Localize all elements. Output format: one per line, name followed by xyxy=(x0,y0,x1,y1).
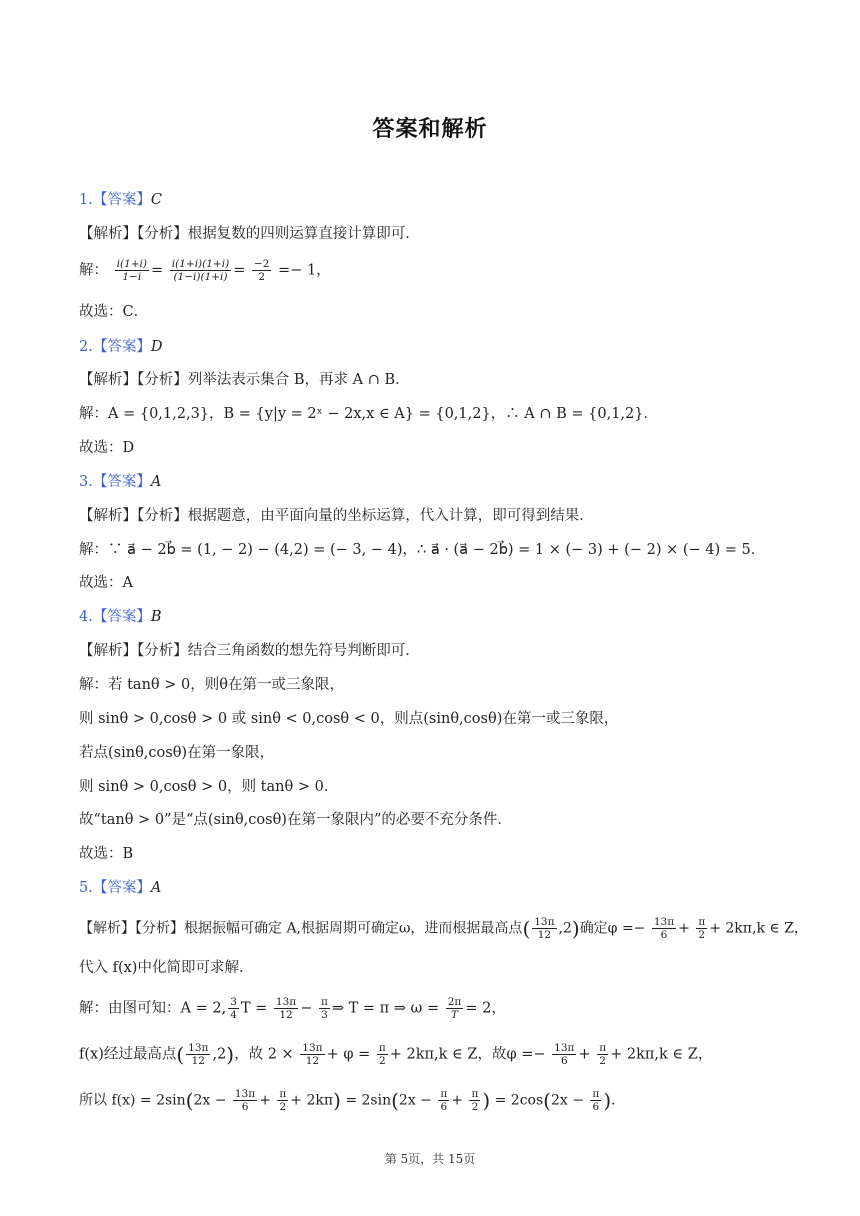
q4-solution-line-2: 则 sinθ > 0,cosθ > 0 或 sinθ < 0,cosθ < 0，则点(sinθ,cosθ)在第一或三象限， xyxy=(79,711,619,727)
q4-answer-heading xyxy=(79,607,162,627)
q2-answer-heading xyxy=(79,337,162,357)
q5-analysis: 【解析】【分析】根据振幅可确定 A,根据周期可确定ω，进而根据最高点( $\frac{13\pi}{12}$ ,2)确定φ =− $\frac{13\pi}{6}$ + $\frac{\pi}{2}$ + 2kπ,k ∈ Z， xyxy=(79,916,808,941)
q3-conclusion: 故选：A xyxy=(79,575,133,591)
q5-frac-b: $\frac{\pi}{2}$ xyxy=(698,916,706,941)
q1-answer: C xyxy=(150,192,162,208)
q1-conclusion: 故选：C． xyxy=(79,304,149,320)
q5-frac-a: $\frac{13\pi}{6}$ xyxy=(653,916,675,941)
q4-solution-line-1: 解：若 tanθ > 0，则θ在第一或三象限， xyxy=(79,677,344,693)
q4-solution-line-5: 故“tanθ > 0”是“点(sinθ,cosθ)在第一象限内”的必要不充分条件． xyxy=(79,812,512,828)
q3-solution: 解：∵ a⃗ − 2b⃗ = (1, − 2) − (4,2) = (− 3, − 4)，∴ a⃗ · (a⃗ − 2b⃗) = 1 × (− 3) + (− 2) × (− 4) = 5． xyxy=(79,542,766,558)
q3-number: 3. xyxy=(79,474,93,490)
q1-sol-prefix: 解： xyxy=(79,262,108,279)
q5-solution-line-2: f(x)经过最高点( $\frac{13\pi}{12}$ ,2)，故 2 × $\frac{13\pi}{12}$ + φ = $\frac{\pi}{2}$ + 2kπ,k ∈ Z，故φ =− $\frac{13\pi}{6}$ + $\frac{\pi}{2}$ + 2kπ,k ∈ Z， xyxy=(79,1042,713,1067)
q2-analysis: 【解析】【分析】列举法表示集合 B，再求 A ∩ B． xyxy=(79,372,410,388)
q4-answer-tag: 【答案】 xyxy=(92,609,151,625)
q1-number: 1. xyxy=(79,192,93,208)
q2-conclusion: 故选：D xyxy=(79,440,135,456)
q3-answer-heading xyxy=(79,472,161,492)
q1-fraction-2: $\frac{i(1+i)(1+i)}{(1-i)(1+i)}$ xyxy=(171,258,230,283)
q2-answer-tag: 【答案】 xyxy=(92,339,151,355)
q1-fraction-1: $\frac{i(1+i)}{1-i}$ xyxy=(116,258,147,283)
q1-sol-tail: =− 1， xyxy=(278,262,331,279)
q5-solution-line-3: 所以 f(x) = 2sin(2x − $\frac{13\pi}{6}$ + $\frac{\pi}{2}$ + 2kπ) = 2sin(2x − $\frac{\pi}{6}$ + $\frac{\pi}{2}$ ) = 2cos(2x − $\frac{\pi}{6}$ )． xyxy=(79,1088,626,1113)
q2-answer: D xyxy=(150,339,163,355)
q1-answer-heading xyxy=(79,190,162,210)
q5-answer-tag: 【答案】 xyxy=(92,880,151,896)
q1-solution: 解： $\frac{i(1+i)}{1-i}$ = $\frac{i(1+i)(1+i)}{(1-i)(1+i)}$ = $\frac{-2}{2}$ =− 1， xyxy=(79,258,331,283)
q5-number: 5. xyxy=(79,880,93,896)
q2-number: 2. xyxy=(79,339,93,355)
q3-answer: A xyxy=(150,474,162,490)
q4-solution-line-4: 则 sinθ > 0,cosθ > 0，则 tanθ > 0． xyxy=(79,779,339,795)
q1-analysis: 【解析】【分析】根据复数的四则运算直接计算即可． xyxy=(79,226,420,242)
q3-answer-tag: 【答案】 xyxy=(92,474,151,490)
q4-analysis: 【解析】【分析】结合三角函数的想先符号判断即可． xyxy=(79,643,420,659)
page-title: 答案和解析 xyxy=(372,117,488,142)
page-footer: 第 5页，共 15页 xyxy=(384,1152,476,1166)
q3-analysis: 【解析】【分析】根据题意，由平面向量的坐标运算，代入计算，即可得到结果． xyxy=(79,508,594,524)
q1-answer-tag: 【答案】 xyxy=(92,192,151,208)
q4-answer: B xyxy=(150,609,162,625)
q5-answer: A xyxy=(150,880,162,896)
q5-solution-line-1: 解：由图可知：A = 2, $\frac{3}{4}$ T = $\frac{13\pi}{12}$ − $\frac{\pi}{3}$ ⇒ T = π ⇒ ω = $\frac{2\pi}{T}$ = 2， xyxy=(79,996,506,1021)
q2-solution: 解：A = {0,1,2,3}，B = {y|y = 2ˣ − 2x,x ∈ A} = {0,1,2}，∴ A ∩ B = {0,1,2}． xyxy=(79,406,659,422)
q4-solution-line-3: 若点(sinθ,cosθ)在第一象限， xyxy=(79,745,275,761)
q4-number: 4. xyxy=(79,609,93,625)
q4-conclusion: 故选：B xyxy=(79,846,134,862)
q1-fraction-3: $\frac{-2}{2}$ xyxy=(253,258,270,283)
q5-point-x: $\frac{13\pi}{12}$ xyxy=(534,916,555,941)
q5-answer-heading xyxy=(79,878,161,898)
q5-analysis-line-2: 代入 f(x)中化简即可求解． xyxy=(79,960,254,976)
